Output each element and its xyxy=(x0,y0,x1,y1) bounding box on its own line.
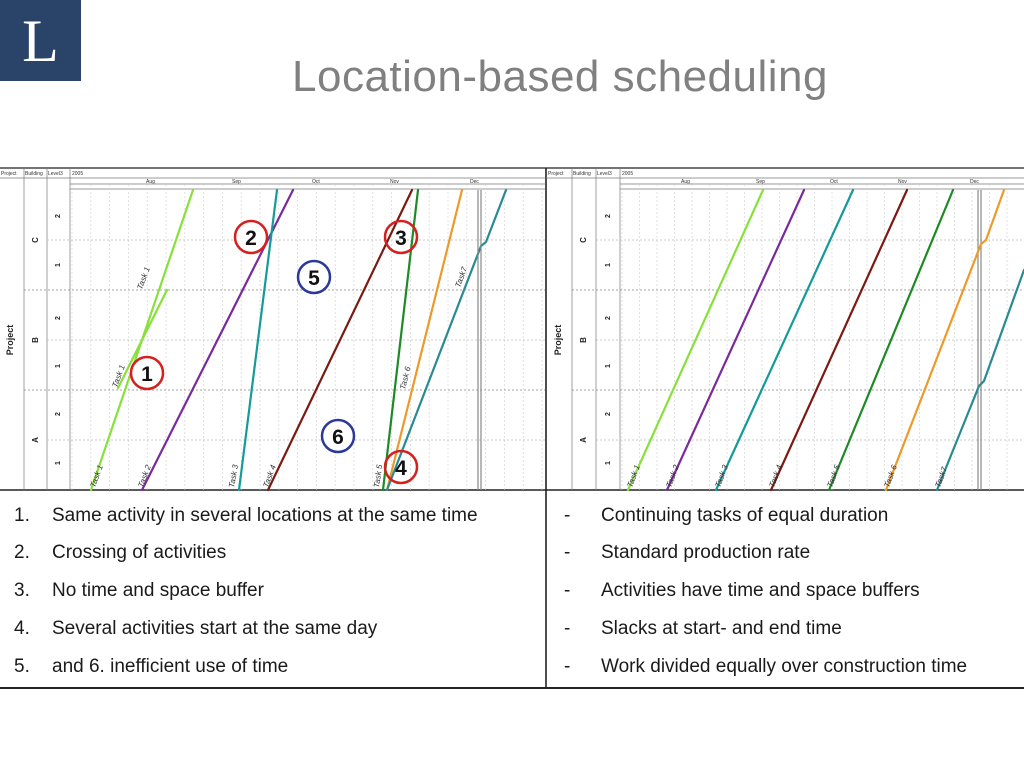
level-b2-right: 2 xyxy=(605,316,612,320)
right-note-1-num: - xyxy=(564,505,571,526)
r-task6-line xyxy=(886,190,1004,490)
header-project: Project xyxy=(1,171,17,177)
label-task1-b: Task 1 xyxy=(110,363,127,389)
svg-text:1: 1 xyxy=(141,363,153,386)
right-note-2-text: Standard production rate xyxy=(601,542,811,563)
header-year-right: 2005 xyxy=(622,171,634,177)
svg-text:3: 3 xyxy=(395,227,407,250)
label-task5: Task 5 xyxy=(372,463,385,489)
left-note-4-text: Several activities start at the same day xyxy=(52,618,378,639)
label-task6: Task 6 xyxy=(398,365,413,391)
level-a2: 2 xyxy=(55,412,62,416)
level-c2: 2 xyxy=(55,214,62,218)
right-note-4-num: - xyxy=(564,618,571,639)
y-group-label: Project xyxy=(5,324,15,356)
annotation-2 xyxy=(235,221,267,253)
label-task4: Task 4 xyxy=(261,463,278,489)
header-level-right: Level3 xyxy=(597,171,612,177)
left-note-2-text: Crossing of activities xyxy=(52,542,227,563)
left-note-5-num: 5. xyxy=(14,656,30,677)
level-b1: 1 xyxy=(55,364,62,368)
level-a2-right: 2 xyxy=(605,412,612,416)
level-a1: 1 xyxy=(55,461,62,465)
label-task7: Task7 xyxy=(453,265,470,289)
header-building-right: Building xyxy=(573,171,591,177)
left-note-3-num: 3. xyxy=(14,580,30,601)
label-task1-c: Task 1 xyxy=(135,265,152,291)
r-label-task3: Task 3 xyxy=(713,463,730,489)
label-task1-a: Task 1 xyxy=(88,463,105,489)
right-note-3-text: Activities have time and space buffers xyxy=(601,580,920,601)
r-label-task6: Task 6 xyxy=(882,463,899,489)
level-b1-right: 1 xyxy=(605,364,612,368)
building-a-right: A xyxy=(579,437,588,443)
r-label-task4: Task 4 xyxy=(767,463,784,489)
building-a: A xyxy=(31,437,40,443)
r-label-task7: Task7 xyxy=(933,465,950,489)
frame xyxy=(0,168,1024,688)
building-b: B xyxy=(31,337,40,343)
building-c-right: C xyxy=(579,237,588,243)
month-oct: Oct xyxy=(312,179,320,185)
annotation-6 xyxy=(322,420,354,452)
building-c: C xyxy=(31,237,40,243)
right-note-5-num: - xyxy=(564,656,571,677)
svg-text:2: 2 xyxy=(245,227,257,250)
level-a1-right: 1 xyxy=(605,461,612,465)
building-b-right: B xyxy=(579,337,588,343)
month-dec: Dec xyxy=(470,179,479,185)
left-note-1-text: Same activity in several locations at the same time xyxy=(52,505,478,526)
month-sep: Sep xyxy=(232,179,241,185)
month-aug-right: Aug xyxy=(681,179,690,185)
level-b2: 2 xyxy=(55,316,62,320)
left-note-1-num: 1. xyxy=(14,505,30,526)
right-note-2-num: - xyxy=(564,542,571,563)
month-nov: Nov xyxy=(390,179,399,185)
r-task5-line xyxy=(829,190,953,490)
left-note-5-text: and 6. inefficient use of time xyxy=(52,656,289,677)
label-task2: Task 2 xyxy=(136,463,153,489)
right-gridlines xyxy=(622,184,1007,490)
right-note-5-text: Work divided equally over construction time xyxy=(601,656,968,677)
svg-text:5: 5 xyxy=(308,267,320,290)
level-c1: 1 xyxy=(55,263,62,267)
month-nov-right: Nov xyxy=(898,179,907,185)
r-label-task2: Task 2 xyxy=(664,463,681,489)
right-note-4-text: Slacks at start- and end time xyxy=(601,618,842,639)
left-note-2-num: 2. xyxy=(14,542,30,563)
right-note-3-num: - xyxy=(564,580,571,601)
y-group-label-right: Project xyxy=(553,324,563,356)
r-label-task5: Task 5 xyxy=(825,463,842,489)
page-title: Location-based scheduling xyxy=(292,52,828,101)
annotation-5 xyxy=(298,261,330,293)
month-dec-right: Dec xyxy=(970,179,979,185)
r-label-task1: Task 1 xyxy=(625,463,642,489)
logo-letter: L xyxy=(22,7,59,74)
svg-text:4: 4 xyxy=(395,457,407,480)
level-c2-right: 2 xyxy=(605,214,612,218)
level-c1-right: 1 xyxy=(605,263,612,267)
right-note-1-text: Continuing tasks of equal duration xyxy=(601,505,889,526)
header-building: Building xyxy=(25,171,43,177)
annotation-1 xyxy=(131,357,163,389)
left-note-3-text: No time and space buffer xyxy=(52,580,264,601)
left-note-4-num: 4. xyxy=(14,618,30,639)
header-project-right: Project xyxy=(548,171,564,177)
svg-text:6: 6 xyxy=(332,426,344,449)
left-chart xyxy=(0,168,545,490)
header-year: 2005 xyxy=(72,171,84,177)
month-aug: Aug xyxy=(146,179,155,185)
month-sep-right: Sep xyxy=(756,179,765,185)
label-task3: Task 3 xyxy=(227,463,241,489)
header-level: Level3 xyxy=(48,171,63,177)
right-chart xyxy=(546,168,1024,490)
month-oct-right: Oct xyxy=(830,179,838,185)
r-task4-line xyxy=(771,190,907,490)
